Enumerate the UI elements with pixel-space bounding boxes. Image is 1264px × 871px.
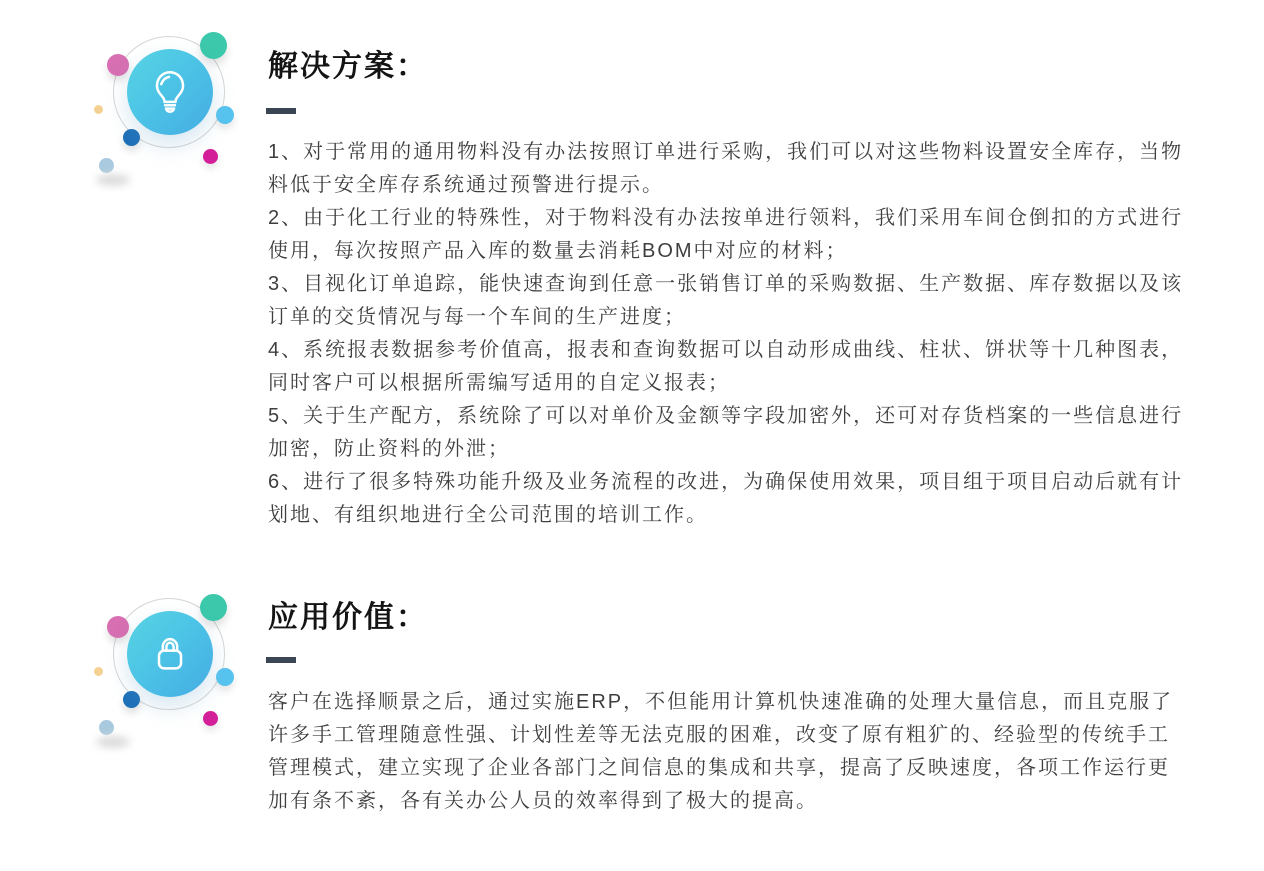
decorative-dot-softblue: [99, 720, 114, 735]
value-paragraph: 客户在选择顺景之后，通过实施ERP，不但能用计算机快速准确的处理大量信息，而且克服了许多手工管理随意性强、计划性差等无法克服的困难，改变了原有粗犷的、经验型的传统手工管理模式，建立实现了企业各部门之间信息的集成和共享，提高了反映速度，各项工作运行更加有条不紊，各有关办公人员的效率得到了极大的提高。: [268, 691, 1174, 812]
decorative-dot-lightblue: [216, 106, 234, 124]
value-heading: 应用价值：: [268, 601, 428, 634]
value-paragraphs: [268, 686, 1188, 818]
solution-item-2: 2、由于化工行业的特殊性，对于物料没有办法按单进行领料，我们采用车间仓倒扣的方式进行使用，每次按照产品入库的数量去消耗BOM中对应的材料；: [268, 207, 1184, 262]
dot-shadow: [96, 174, 130, 186]
decorative-dot-yellow: [94, 667, 103, 676]
solution-heading: 解决方案：: [268, 50, 428, 83]
heading-underline: [266, 657, 296, 663]
lock-icon: [127, 611, 213, 697]
lightbulb-icon: [127, 49, 213, 135]
solution-icon-cluster: [88, 28, 248, 200]
solution-paragraphs: [268, 136, 1188, 532]
solution-item-5: 5、关于生产配方，系统除了可以对单价及金额等字段加密外，还可对存货档案的一些信息进行加密，防止资料的外泄；: [268, 405, 1184, 460]
decorative-dot-lightblue: [216, 668, 234, 686]
decorative-dot-yellow: [94, 105, 103, 114]
decorative-dot-pink: [107, 616, 129, 638]
decorative-dot-teal: [200, 594, 227, 621]
decorative-dot-magenta: [203, 711, 218, 726]
heading-underline: [266, 108, 296, 114]
decorative-dot-magenta: [203, 149, 218, 164]
decorative-dot-softblue: [99, 158, 114, 173]
decorative-dot-darkblue: [123, 129, 140, 146]
decorative-dot-darkblue: [123, 691, 140, 708]
dot-shadow: [96, 736, 130, 748]
solution-item-1: 1、对于常用的通用物料没有办法按照订单进行采购，我们可以对这些物料设置安全库存，当物料低于安全库存系统通过预警进行提示。: [268, 141, 1184, 196]
solution-item-4: 4、系统报表数据参考价值高，报表和查询数据可以自动形成曲线、柱状、饼状等十几种图表，同时客户可以根据所需编写适用的自定义报表；: [268, 339, 1184, 394]
solution-item-3: 3、目视化订单追踪，能快速查询到任意一张销售订单的采购数据、生产数据、库存数据以及该订单的交货情况与每一个车间的生产进度；: [268, 273, 1184, 328]
value-icon-cluster: [88, 590, 248, 762]
solution-item-6: 6、进行了很多特殊功能升级及业务流程的改进，为确保使用效果，项目组于项目启动后就有计划地、有组织地进行全公司范围的培训工作。: [268, 471, 1184, 526]
decorative-dot-pink: [107, 54, 129, 76]
decorative-dot-teal: [200, 32, 227, 59]
